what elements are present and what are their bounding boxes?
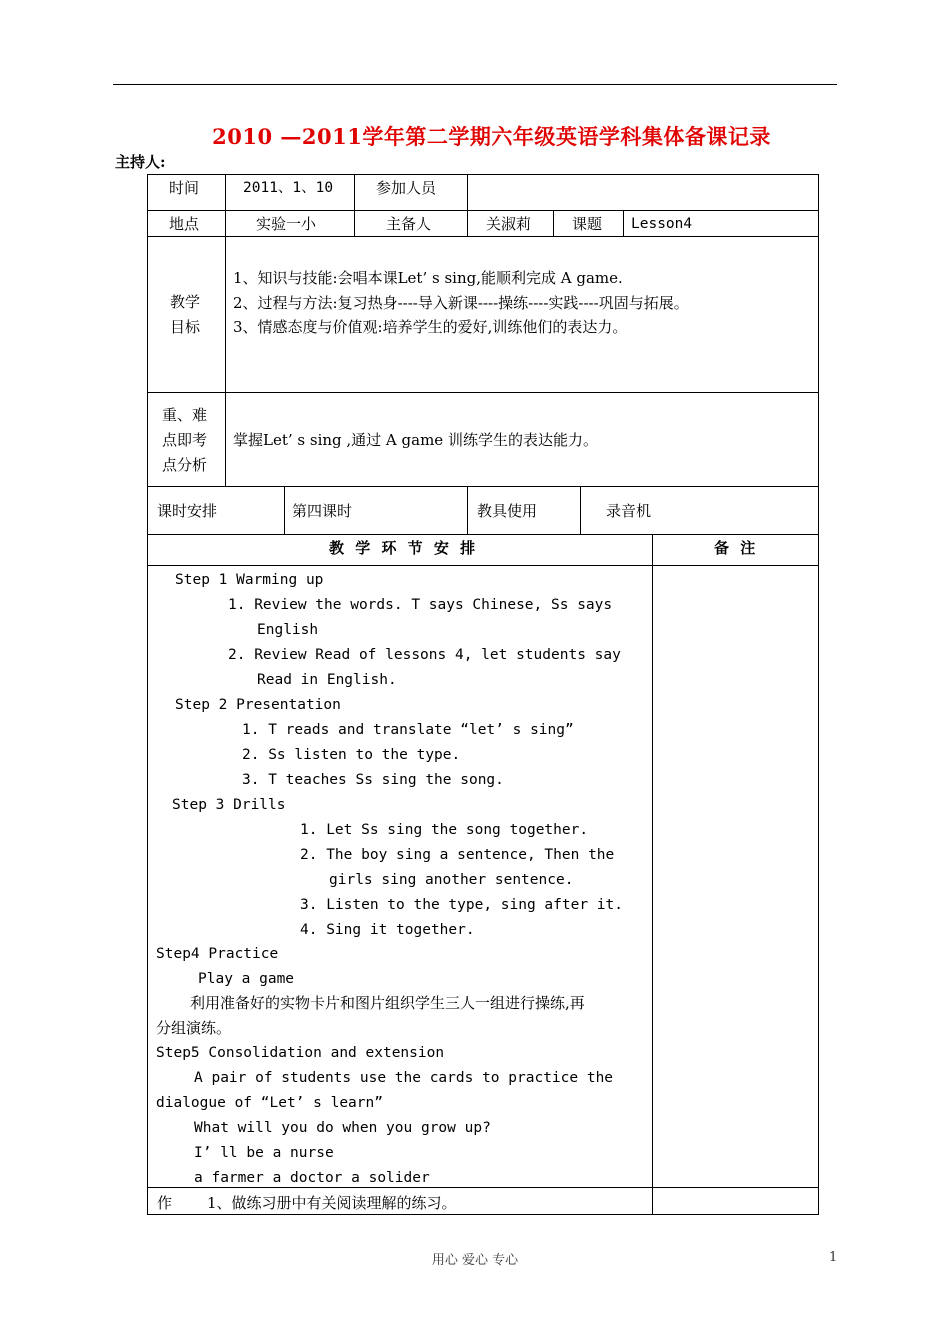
step-line: 1. T reads and translate “let’ s sing” — [242, 722, 574, 738]
keypoints-label-3: 点分析 — [162, 456, 208, 474]
document-title: 2010 —2011学年第二学期六年级英语学科集体备课记录 — [212, 124, 771, 149]
step-line: 1. Let Ss sing the song together. — [300, 822, 589, 838]
step-line: Play a game — [198, 971, 295, 987]
step-line: 4. Sing it together. — [300, 922, 475, 938]
step-line: 2. The boy sing a sentence, Then the — [300, 847, 615, 863]
topic-label: 课题 — [572, 215, 603, 233]
step-line: 2. Ss listen to the type. — [242, 747, 461, 763]
step-line: What will you do when you grow up? — [194, 1120, 491, 1136]
hours-label: 课时安排 — [157, 502, 218, 520]
goal-item: 1、知识与技能:会唱本课Let’ s sing,能顺利完成 A game. — [233, 269, 623, 287]
page-number: 1 — [829, 1250, 838, 1265]
step-line: Read in English. — [257, 672, 397, 688]
step-heading: Step5 Consolidation and extension — [156, 1045, 445, 1061]
step-line: 2. Review Read of lessons 4, let students say — [228, 647, 621, 663]
step-line: 分组演练。 — [156, 1019, 232, 1037]
goals-label-2: 目标 — [170, 318, 201, 336]
step-line: 1. Review the words. T says Chinese, Ss says — [228, 597, 613, 613]
step-line: dialogue of “Let’ s learn” — [156, 1095, 383, 1111]
page-footer: 用心 爱心 专心 — [431, 1253, 519, 1268]
step-heading: Step4 Practice — [156, 946, 279, 962]
step-line: 利用准备好的实物卡片和图片组织学生三人一组进行操练,再 — [190, 994, 585, 1012]
tools-value: 录音机 — [606, 502, 652, 520]
keypoints-content: 掌握Let’ s sing ,通过 A game 训练学生的表达能力。 — [233, 431, 598, 449]
topic-value: Lesson4 — [631, 216, 693, 232]
step-line: 3. Listen to the type, sing after it. — [300, 897, 624, 913]
place-value: 实验一小 — [256, 215, 317, 233]
time-label: 时间 — [169, 179, 200, 197]
homework-item: 1、做练习册中有关阅读理解的练习。 — [207, 1194, 457, 1212]
arrangement-header: 教 学 环 节 安 排 — [329, 539, 479, 557]
step-heading: Step 1 Warming up — [175, 572, 324, 588]
preparer-value: 关淑莉 — [486, 215, 532, 233]
step-heading: Step 3 Drills — [172, 797, 286, 813]
remarks-header: 备 注 — [714, 539, 759, 557]
tools-label: 教具使用 — [477, 502, 538, 520]
host-label: 主持人: — [115, 153, 166, 171]
step-line: A pair of students use the cards to practice the — [194, 1070, 614, 1086]
header-rule — [113, 84, 837, 85]
time-value: 2011、1、10 — [243, 180, 334, 196]
hours-value: 第四课时 — [292, 502, 353, 520]
keypoints-label-2: 点即考 — [162, 431, 208, 449]
goal-item: 3、情感态度与价值观:培养学生的爱好,训练他们的表达力。 — [233, 318, 628, 336]
homework-label: 作 — [157, 1194, 173, 1212]
step-line: I’ ll be a nurse — [194, 1145, 334, 1161]
step-line: 3. T teaches Ss sing the song. — [242, 772, 504, 788]
goal-item: 2、过程与方法:复习热身----导入新课----操练----实践----巩固与拓展。 — [233, 294, 689, 312]
preparer-label: 主备人 — [386, 215, 432, 233]
step-line: girls sing another sentence. — [329, 872, 574, 888]
step-line: English — [257, 622, 319, 638]
step-line: a farmer a doctor a solider — [194, 1170, 430, 1186]
goals-label-1: 教学 — [170, 293, 201, 311]
place-label: 地点 — [169, 215, 200, 233]
step-heading: Step 2 Presentation — [175, 697, 341, 713]
keypoints-label-1: 重、难 — [162, 406, 208, 424]
participants-label: 参加人员 — [376, 179, 437, 197]
